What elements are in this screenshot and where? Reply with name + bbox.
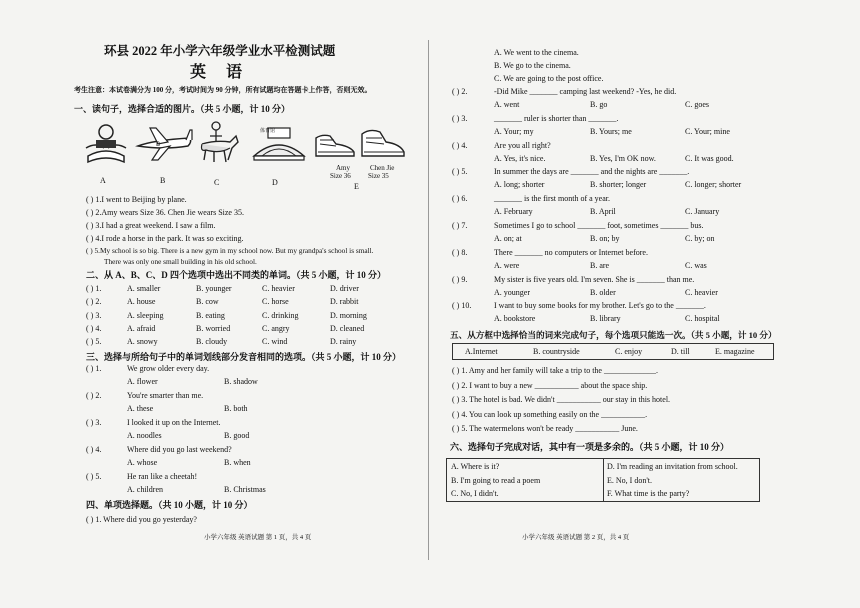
mc-option-a: A. bookstore bbox=[494, 314, 536, 324]
sec2-option-d: D. morning bbox=[330, 310, 367, 320]
mc-option-c: C. was bbox=[685, 260, 707, 270]
exam-page-2 bbox=[430, 0, 860, 608]
sec3-sentence: You're smarter than me. bbox=[127, 391, 204, 400]
mc-option-b: B. shorter; longer bbox=[590, 180, 647, 190]
mc-option-c: C. It was good. bbox=[685, 153, 734, 163]
page2-footer: 小学六年级 英语试题 第 2 页，共 4 页 bbox=[522, 534, 630, 541]
exam-notice: 考生注意：本试卷满分为 100 分，考试时间为 90 分钟，所有试题均在答题卡上作答，否则无效。 bbox=[74, 86, 372, 94]
picture-e-shoe-chenjie-icon bbox=[358, 122, 406, 160]
gym-sign: 体育馆 bbox=[260, 129, 276, 134]
mc-question-number: ( ) 2. bbox=[452, 87, 468, 96]
picture-a-reading-icon bbox=[82, 120, 130, 166]
sec2-option-c: C. angry bbox=[262, 323, 290, 333]
sec1-item-4: ( ) 4.I rode a horse in the park. It was so exciting. bbox=[86, 234, 244, 243]
picture-letter-a: A bbox=[100, 176, 106, 185]
dialogue-options-box bbox=[446, 458, 760, 502]
mc-question-number: ( ) 5. bbox=[452, 167, 468, 177]
sec5-item: ( ) 5. The watermelons won't be ready ___________ June. bbox=[452, 424, 638, 434]
svg-text:B: B bbox=[156, 141, 161, 148]
sec3-sentence: I looked it up on the Internet. bbox=[127, 418, 221, 427]
mc-option-b: B. go bbox=[590, 100, 608, 109]
mc-question-stem: -Did Mike _______ camping last weekend? -Yes, he did. bbox=[494, 87, 677, 96]
sec2-question-number: ( ) 5. bbox=[86, 337, 102, 347]
mc-option-a: A. Your; my bbox=[494, 126, 534, 136]
mc-option-a: A. were bbox=[494, 260, 520, 270]
mc-question-stem: Sometimes I go to school _______ foot, sometimes _______ bus. bbox=[494, 221, 704, 230]
mc-option-c: C. hospital bbox=[685, 314, 720, 324]
sec1-item-5: ( ) 5.My school is so big. There is a new gym in my school now. But my grandpa's school is small. bbox=[86, 246, 374, 255]
exam-title: 环县 2022 年小学六年级学业水平检测试题 bbox=[104, 44, 336, 58]
sec3-option-a: A. flower bbox=[127, 377, 158, 386]
sec2-option-b: B. cow bbox=[196, 297, 219, 307]
sec5-item: ( ) 3. The hotel is bad. We didn't ___________ our stay in this hotel. bbox=[452, 395, 671, 405]
section5-title: 五、从方框中选择恰当的词来完成句子，每个选项只能选一次。（共 5 小题，计 10 分） bbox=[450, 330, 777, 340]
sec3-question-number: ( ) 5. bbox=[86, 472, 102, 481]
mc-option-a: A. on; at bbox=[494, 234, 522, 243]
option-e: E. No, I don't. bbox=[607, 476, 652, 485]
mc-option-c: C. goes bbox=[685, 100, 709, 109]
picture-letter-c: C bbox=[214, 178, 220, 187]
sec3-option-a: A. these bbox=[127, 404, 154, 413]
option-c: C. No, I didn't. bbox=[451, 489, 499, 498]
word-box bbox=[452, 343, 774, 360]
mc-option-c: C. Your; mine bbox=[685, 126, 730, 136]
mc-option-c: C. by; on bbox=[685, 234, 715, 243]
mc-question-number: ( ) 9. bbox=[452, 274, 468, 284]
word-option-e: E. magazine bbox=[715, 347, 755, 356]
sec3-sentence: He ran like a cheetah! bbox=[127, 472, 198, 481]
page1-footer: 小学六年级 英语试题 第 1 页，共 4 页 bbox=[204, 534, 312, 541]
sec2-question-number: ( ) 4. bbox=[86, 323, 102, 333]
sec2-option-a: A. afraid bbox=[127, 323, 156, 333]
mc-question-number: ( ) 7. bbox=[452, 221, 468, 230]
word-option-a: A.Internet bbox=[465, 347, 498, 356]
mc-option-b: B. April bbox=[590, 207, 616, 217]
sec3-option-a: A. whose bbox=[127, 458, 158, 467]
word-option-d: D. till bbox=[671, 347, 690, 356]
sec3-sentence: We grow older every day. bbox=[127, 364, 210, 373]
sec2-option-d: D. rainy bbox=[330, 337, 357, 347]
amy-size: Size 36 bbox=[330, 172, 351, 180]
sec2-option-b: B. worried bbox=[196, 323, 231, 333]
sec5-item: ( ) 4. You can look up something easily on the ___________. bbox=[452, 409, 648, 419]
sec1-item-3: ( ) 3.I had a great weekend. I saw a film. bbox=[86, 221, 216, 230]
section4-title: 四、单项选择题。（共 10 小题，计 10 分） bbox=[86, 500, 253, 510]
sec3-question-number: ( ) 4. bbox=[86, 445, 102, 454]
mc-option-b: B. Yours; me bbox=[590, 126, 632, 136]
picture-letter-e: E bbox=[354, 182, 359, 191]
picture-letter-d: D bbox=[272, 178, 278, 187]
sec2-option-c: C. heavier bbox=[262, 284, 295, 293]
mc-question-number: ( ) 8. bbox=[452, 247, 468, 257]
sec2-option-c: C. drinking bbox=[262, 310, 299, 320]
sec2-question-number: ( ) 3. bbox=[86, 310, 102, 320]
sec2-option-d: D. rabbit bbox=[330, 297, 359, 307]
mc-option-b: B. older bbox=[590, 287, 616, 297]
mc-question-stem: My sister is five years old. I'm seven. She is _______ than me. bbox=[494, 274, 695, 284]
chenjie-size: Size 35 bbox=[368, 172, 389, 180]
picture-e-shoe-amy-icon bbox=[312, 126, 358, 160]
sec2-option-b: B. cloudy bbox=[196, 337, 228, 347]
mc-question-stem: Are you all right? bbox=[494, 140, 551, 150]
mc-option-a: A. went bbox=[494, 100, 520, 109]
mc-question-stem: _______ ruler is shorter than _______. bbox=[494, 113, 619, 123]
mc-option-b: B. library bbox=[590, 314, 621, 324]
sec3-sentence: Where did you go last weekend? bbox=[127, 445, 232, 454]
q1-option-b: B. We go to the cinema. bbox=[494, 61, 571, 70]
mc-question-stem: I want to buy some books for my brother. Let's go to the _______. bbox=[494, 301, 706, 311]
sec5-item: ( ) 2. I want to buy a new ___________ about the space ship. bbox=[452, 380, 648, 390]
sec2-option-b: B. younger bbox=[196, 284, 232, 293]
sec1-item-1: ( ) 1.I went to Beijing by plane. bbox=[86, 195, 187, 204]
sec2-option-a: A. snowy bbox=[127, 337, 158, 347]
q1-option-c: C. We are going to the post office. bbox=[494, 74, 604, 83]
sec5-item: ( ) 1. Amy and her family will take a trip to the _____________. bbox=[452, 366, 658, 375]
sec2-question-number: ( ) 2. bbox=[86, 297, 102, 307]
sec3-question-number: ( ) 2. bbox=[86, 391, 102, 400]
sec3-option-b: B. when bbox=[224, 458, 251, 467]
sec3-question-number: ( ) 1. bbox=[86, 364, 102, 373]
sec3-option-b: B. good bbox=[224, 431, 250, 440]
sec2-option-a: A. house bbox=[127, 297, 156, 307]
section6-title: 六、选择句子完成对话，其中有一项是多余的。（共 5 小题，计 10 分） bbox=[450, 442, 730, 452]
chenjie-label: Chen Jie bbox=[370, 164, 395, 172]
mc-option-b: B. on; by bbox=[590, 234, 620, 243]
option-a: A. Where is it? bbox=[451, 462, 500, 471]
sec1-item-5-cont: There was only one small building in his old school. bbox=[104, 257, 257, 266]
option-f: F. What time is the party? bbox=[607, 489, 690, 498]
section2-title: 二、从 A、B、C、D 四个选项中选出不同类的单词。（共 5 小题，计 10 分） bbox=[86, 270, 387, 280]
mc-question-number: ( ) 3. bbox=[452, 113, 468, 123]
mc-option-a: A. February bbox=[494, 207, 533, 217]
mc-option-b: B. are bbox=[590, 260, 610, 270]
mc-question-stem: There _______ no computers or Internet before. bbox=[494, 247, 648, 257]
sec3-option-b: B. Christmas bbox=[224, 485, 266, 494]
mc-option-c: C. longer; shorter bbox=[685, 180, 742, 190]
word-option-b: B. countryside bbox=[533, 347, 580, 356]
mc-question-stem: _______ is the first month of a year. bbox=[494, 194, 610, 204]
picture-d-gym-icon bbox=[250, 126, 308, 164]
sec2-option-d: D. cleaned bbox=[330, 323, 365, 333]
word-option-c: C. enjoy bbox=[615, 347, 643, 356]
sec3-option-a: A. children bbox=[127, 485, 163, 494]
sec3-option-a: A. noodles bbox=[127, 431, 162, 440]
option-b: B. I'm going to read a poem bbox=[451, 476, 541, 485]
amy-label: Amy bbox=[336, 164, 350, 172]
mc-question-stem: In summer the days are _______ and the nights are _______. bbox=[494, 167, 690, 177]
sec3-question-number: ( ) 3. bbox=[86, 418, 102, 427]
section3-title: 三、选择与所给句子中的单词划线部分发音相同的选项。（共 5 小题，计 10 分） bbox=[86, 352, 402, 362]
sec2-option-c: C. horse bbox=[262, 297, 289, 307]
sec2-option-d: D. driver bbox=[330, 284, 359, 293]
mc-option-c: C. heavier bbox=[685, 287, 718, 297]
sec2-question-number: ( ) 1. bbox=[86, 284, 102, 293]
section1-title: 一、读句子，选择合适的图片。（共 5 小题，计 10 分） bbox=[74, 104, 291, 114]
sec2-option-a: A. smaller bbox=[127, 284, 161, 293]
sec3-option-b: B. shadow bbox=[224, 377, 258, 386]
mc-option-a: A. Yes, it's nice. bbox=[494, 153, 546, 163]
picture-c-horse-icon bbox=[196, 120, 240, 166]
option-d: D. I'm reading an invitation from school. bbox=[607, 462, 738, 471]
sec2-option-a: A. sleeping bbox=[127, 310, 164, 320]
mc-option-a: A. younger bbox=[494, 287, 530, 297]
sec2-option-b: B. eating bbox=[196, 310, 225, 320]
sec1-item-2: ( ) 2.Amy wears Size 36. Chen Jie wears Size 35. bbox=[86, 208, 244, 217]
mc-option-c: C. January bbox=[685, 207, 720, 217]
sec2-option-c: C. wind bbox=[262, 337, 288, 347]
subject-title: 英 语 bbox=[190, 64, 251, 81]
sec4-question-1: ( ) 1. Where did you go yesterday? bbox=[86, 515, 197, 524]
mc-question-number: ( ) 10. bbox=[452, 301, 472, 311]
mc-option-a: A. long; shorter bbox=[494, 180, 545, 190]
mc-option-b: B. Yes, I'm OK now. bbox=[590, 153, 656, 163]
picture-letter-b: B bbox=[160, 176, 166, 185]
mc-question-number: ( ) 4. bbox=[452, 140, 468, 150]
sec3-option-b: B. both bbox=[224, 404, 248, 413]
q1-option-a: A. We went to the cinema. bbox=[494, 48, 579, 57]
mc-question-number: ( ) 6. bbox=[452, 194, 468, 204]
picture-b-plane-icon bbox=[134, 124, 194, 164]
